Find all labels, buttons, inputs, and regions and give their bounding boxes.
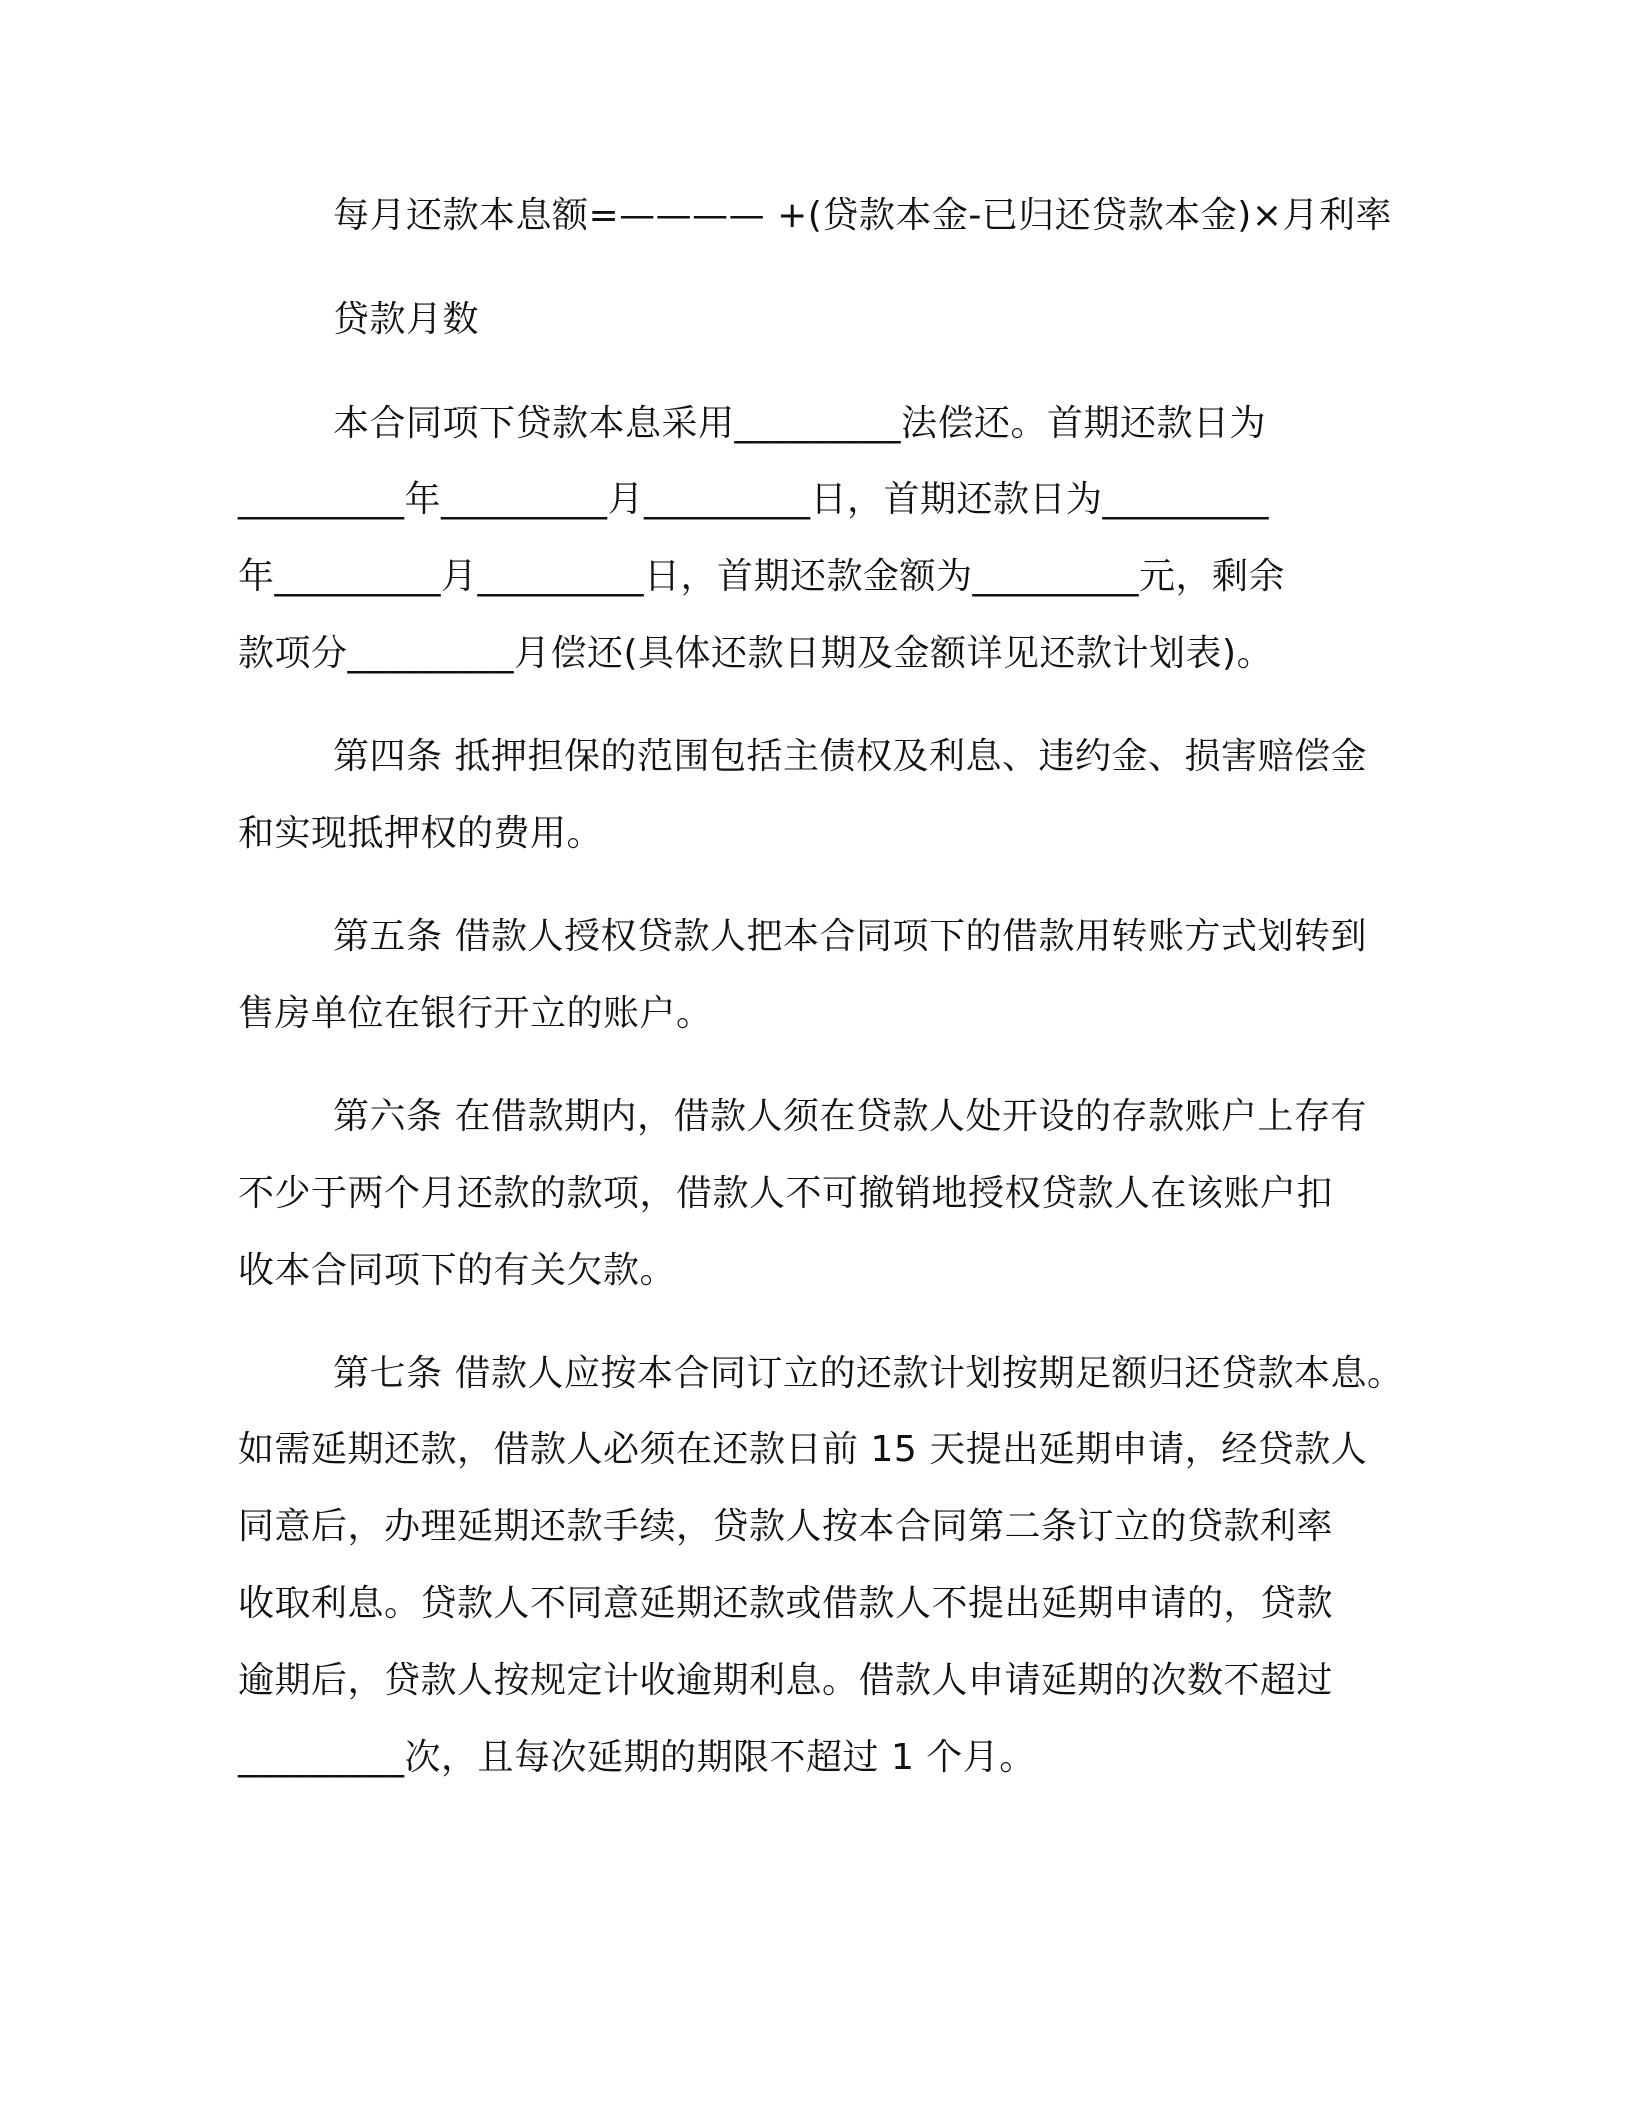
article-5-line-2: 售房单位在银行开立的账户。 <box>238 993 713 1034</box>
article-6-line-2: 不少于两个月还款的款项，借款人不可撤销地授权贷款人在该账户扣 <box>238 1173 1334 1214</box>
remaining-installments-line: 款项分_________月偿还(具体还款日期及金额详见还款计划表)。 <box>238 633 1274 674</box>
repayment-method-line: 本合同项下贷款本息采用_________法偿还。首期还款日为 <box>333 403 1267 444</box>
first-repayment-date-line: _________年_________月_________日，首期还款日为_________ <box>238 479 1270 520</box>
article-7-line-2: 如需延期还款，借款人必须在还款日前 15 天提出延期申请，经贷款人 <box>238 1429 1368 1470</box>
article-7-line-5: 逾期后，贷款人按规定计收逾期利息。借款人申请延期的次数不超过 <box>238 1660 1334 1701</box>
article-6-line-3: 收本合同项下的有关欠款。 <box>238 1250 677 1291</box>
article-7-line-4: 收取利息。贷款人不同意延期还款或借款人不提出延期申请的，贷款 <box>238 1583 1334 1624</box>
first-repayment-amount-line: 年_________月_________日，首期还款金额为_________元，剩余 <box>238 556 1286 597</box>
formula-line: 每月还款本息额=———— +(贷款本金-已归还贷款本金)×月利率 <box>333 195 1393 236</box>
article-4-line-2: 和实现抵押权的费用。 <box>238 813 604 854</box>
article-6-line-1: 第六条 在借款期内，借款人须在贷款人处开设的存款账户上存有 <box>333 1096 1367 1137</box>
formula-denominator-line: 贷款月数 <box>333 299 480 340</box>
article-7-line-3: 同意后，办理延期还款手续，贷款人按本合同第二条订立的贷款利率 <box>238 1506 1334 1547</box>
article-7-line-6: _________次，且每次延期的期限不超过 1 个月。 <box>238 1737 1036 1778</box>
article-7-line-1: 第七条 借款人应按本合同订立的还款计划按期足额归还贷款本息。 <box>333 1353 1404 1394</box>
article-5-line-1: 第五条 借款人授权贷款人把本合同项下的借款用转账方式划转到 <box>333 916 1367 957</box>
article-4-line-1: 第四条 抵押担保的范围包括主债权及利息、违约金、损害赔偿金 <box>333 736 1367 777</box>
